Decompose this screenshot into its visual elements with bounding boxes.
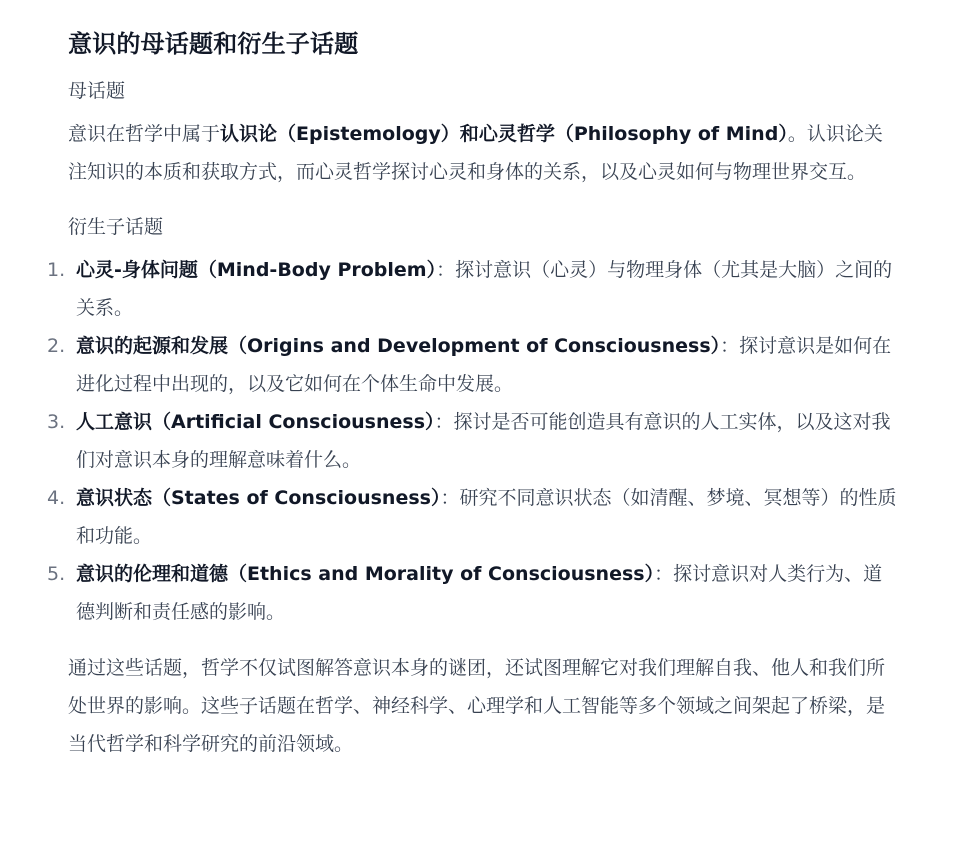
list-item-title: 人工意识（Artificial Consciousness）: [76, 411, 435, 433]
list-item-desc: ：研究不同意识状态（如清醒、梦境、冥想等）的性质和功能。: [76, 487, 897, 547]
page-title: 意识的母话题和衍生子话题: [68, 30, 359, 58]
summary-paragraph: 通过这些话题，哲学不仅试图解答意识本身的谜团，还试图理解它对我们理解自我、他人和我们所处世界的影响。这些子话题在哲学、神经科学、心理学和人工智能等多个领域之间架起了桥梁，是当代哲学和科学研究的前沿领域。: [68, 657, 886, 755]
list-item-title: 意识的伦理和道德（Ethics and Morality of Consciousness）: [76, 563, 655, 585]
philosophy-of-mind-term: 心灵哲学（Philosophy of Mind）: [478, 123, 788, 145]
list-item-desc: ：探讨意识对人类行为、道德判断和责任感的影响。: [76, 563, 883, 623]
list-item-desc: ：探讨意识（心灵）与物理身体（尤其是大脑）之间的关系。: [76, 259, 893, 319]
and-connector: 和: [459, 123, 479, 145]
message-content: [47, 0, 898, 763]
list-number: 5.: [47, 563, 66, 585]
epistemology-term: 认识论（Epistemology）: [220, 123, 460, 145]
derived-topics-heading: 衍生子话题: [68, 216, 164, 238]
list-item-title: 意识的起源和发展（Origins and Development of Consciousness）: [76, 335, 721, 357]
parent-rest-text: 。认识论关注知识的本质和获取方式，而心灵哲学探讨心灵和身体的关系，以及心灵如何与物理世界交互。: [68, 123, 883, 183]
list-item-desc: ：探讨是否可能创造具有意识的人工实体，以及这对我们对意识本身的理解意味着什么。: [76, 411, 891, 471]
list-item: [47, 403, 898, 479]
parent-intro-text: 意识在哲学中属于: [68, 123, 221, 145]
list-item-title: 心灵-身体问题（Mind-Body Problem）: [76, 259, 437, 281]
list-number: 3.: [47, 411, 66, 433]
list-item: [47, 479, 898, 555]
list-item: [47, 555, 898, 631]
list-item-desc: ：探讨意识是如何在进化过程中出现的，以及它如何在个体生命中发展。: [76, 335, 892, 395]
list-item: [47, 251, 898, 327]
derived-topics-list: [47, 251, 898, 631]
list-item: [47, 327, 898, 403]
parent-topic-heading: 母话题: [68, 80, 126, 102]
list-item-title: 意识状态（States of Consciousness）: [76, 487, 441, 509]
list-number: 2.: [47, 335, 66, 357]
list-number: 1.: [47, 259, 66, 281]
parent-topic-paragraph: [68, 115, 898, 191]
list-number: 4.: [47, 487, 66, 509]
